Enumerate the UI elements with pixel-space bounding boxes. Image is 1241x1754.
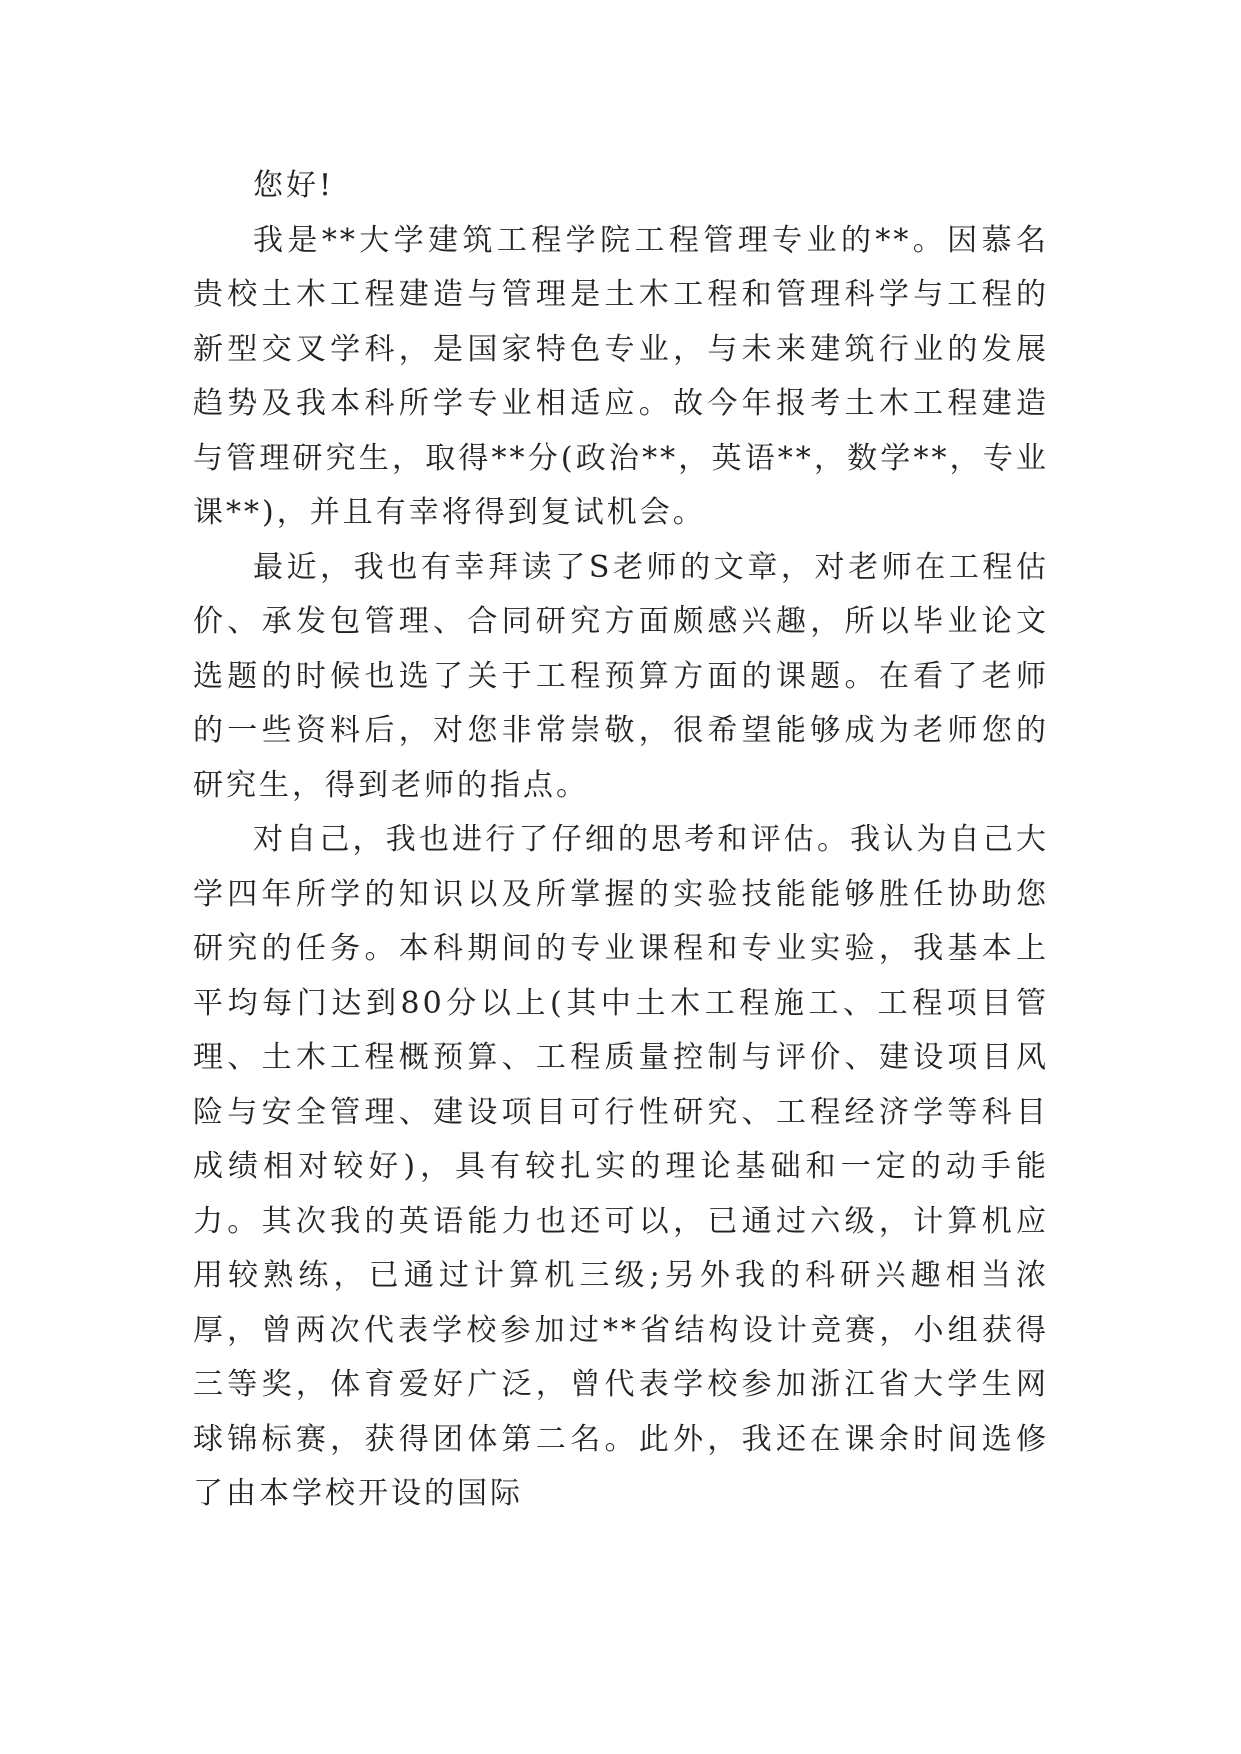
- paragraph-self-assessment: 对自己，我也进行了仔细的思考和评估。我认为自己大学四年所学的知识以及所掌握的实验技能能够胜任协助您研究的任务。本科期间的专业课程和专业实验，我基本上平均每门达到80分以上(其中土木工程施工、工程项目管理、土木工程概预算、工程质量控制与评价、建设项目风险与安全管理、建设项目可行性研究、工程经济学等科目成绩相对较好)，具有较扎实的理论基础和一定的动手能力。其次我的英语能力也还可以，已通过六级，计算机应用较熟练，已通过计算机三级;另外我的科研兴趣相当浓厚，曾两次代表学校参加过**省结构设计竞赛，小组获得三等奖，体育爱好广泛，曾代表学校参加浙江省大学生网球锦标赛，获得团体第二名。此外，我还在课余时间选修了由本学校开设的国际: [193, 822, 1049, 1511]
- letter-body: [193, 159, 1049, 1522]
- greeting: 您好!: [253, 168, 335, 203]
- paragraph-research-interest: 最近，我也有幸拜读了S老师的文章，对老师在工程估价、承发包管理、合同研究方面颇感兴趣，所以毕业论文选题的时候也选了关于工程预算方面的课题。在看了老师的一些资料后，对您非常崇敬，很希望能够成为老师您的研究生，得到老师的指点。: [193, 549, 1049, 803]
- paragraph-introduction: 我是**大学建筑工程学院工程管理专业的**。因慕名贵校土木工程建造与管理是土木工程和管理科学与工程的新型交叉学科，是国家特色专业，与未来建筑行业的发展趋势及我本科所学专业相适应。故今年报考土木工程建造与管理研究生，取得**分(政治**，英语**，数学**，专业课**)，并且有幸将得到复试机会。: [193, 222, 1049, 530]
